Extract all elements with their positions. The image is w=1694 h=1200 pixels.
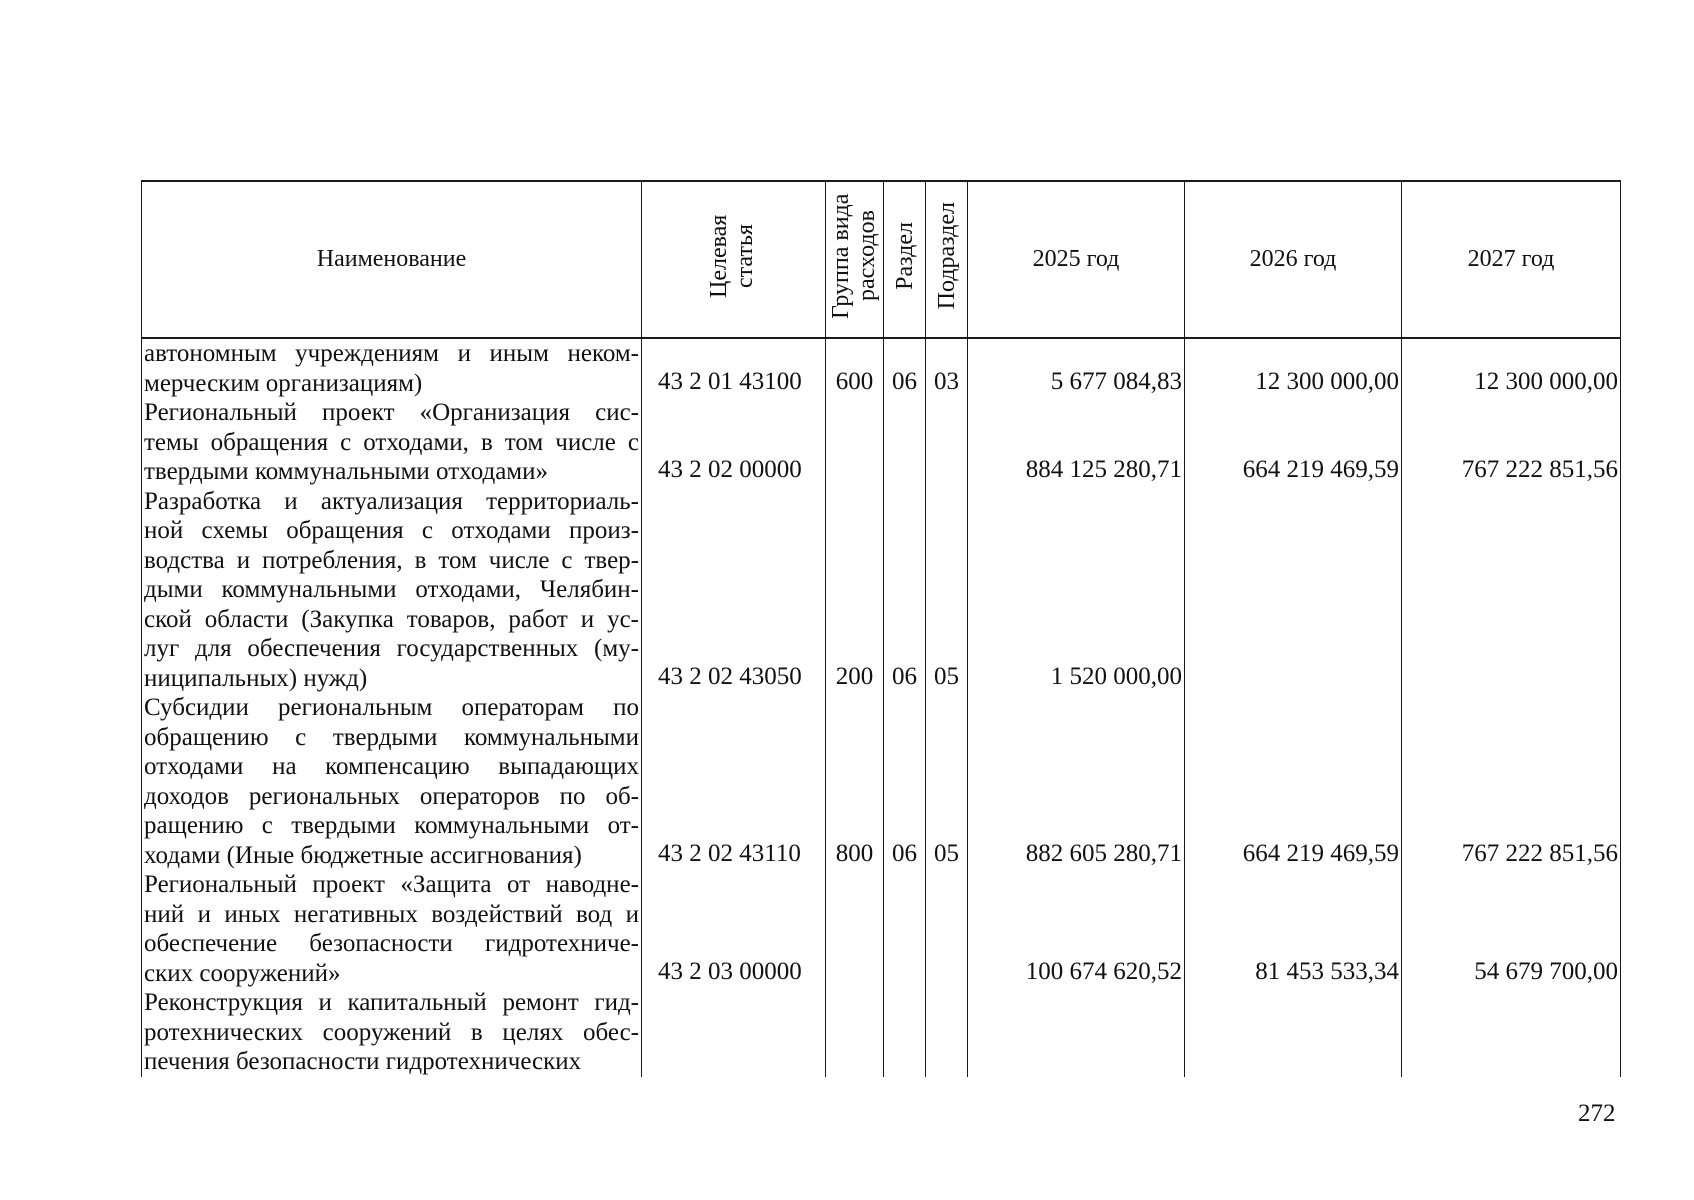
row-amount-2026 — [1185, 988, 1402, 1077]
row-name-line: ротехнических сооружений в целях обес- — [144, 1018, 639, 1046]
row-target-article: 43 2 02 43110 — [642, 693, 826, 870]
row-name-line: водства и потребления, в том числе с твер- — [144, 546, 639, 574]
row-expense-group: 600 — [826, 338, 884, 398]
table-row — [142, 693, 1621, 870]
row-amount-2027: 12 300 000,00 — [1402, 338, 1621, 398]
page-number: 272 — [1578, 1100, 1616, 1127]
row-amount-2025 — [968, 988, 1185, 1077]
row-name-line: печения безопасности гидротехнических — [144, 1048, 582, 1075]
row-section — [884, 988, 926, 1077]
row-name — [142, 988, 642, 1077]
row-amount-2025: 5 677 084,83 — [968, 338, 1185, 398]
row-amount-2027 — [1402, 487, 1621, 694]
row-amount-2026 — [1185, 487, 1402, 694]
row-subsection: 05 — [926, 487, 968, 694]
row-target-article: 43 2 02 00000 — [642, 398, 826, 487]
row-section: 06 — [884, 693, 926, 870]
row-name-line: Региональный проект «Организация сис- — [144, 399, 639, 426]
row-amount-2025: 884 125 280,71 — [968, 398, 1185, 487]
row-section: 06 — [884, 338, 926, 398]
row-amount-2027: 767 222 851,56 — [1402, 398, 1621, 487]
row-name-line: твердыми коммунальными отходами» — [144, 458, 548, 485]
row-section — [884, 870, 926, 988]
row-amount-2027: 767 222 851,56 — [1402, 693, 1621, 870]
row-amount-2026: 12 300 000,00 — [1185, 338, 1402, 398]
row-name-line: темы обращения с отходами, в том числе с — [144, 428, 639, 456]
row-amount-2025: 100 674 620,52 — [968, 870, 1185, 988]
row-name-line: Региональный проект «Защита от наводне- — [144, 871, 639, 898]
row-expense-group: 800 — [826, 693, 884, 870]
row-name-line: ских сооружений» — [144, 959, 341, 987]
row-name — [142, 398, 642, 487]
row-subsection — [926, 398, 968, 487]
row-name-line: ниципальных) нужд) — [144, 664, 368, 692]
header-subsection: Подраздел — [926, 181, 968, 338]
row-name-line: Реконструкция и капитальный ремонт гид- — [144, 989, 639, 1016]
table-row — [142, 988, 1621, 1077]
row-name — [142, 870, 642, 988]
row-amount-2025: 882 605 280,71 — [968, 693, 1185, 870]
row-name-line: ходами (Иные бюджетные ассигнования) — [144, 841, 582, 869]
row-name-line: доходов региональных операторов по об- — [144, 782, 639, 810]
row-target-article: 43 2 01 43100 — [642, 338, 826, 398]
row-name-line: отходами на компенсацию выпадающих — [144, 753, 639, 780]
row-name-line: Разработка и актуализация территориаль- — [144, 487, 639, 515]
budget-table — [141, 180, 1621, 1077]
header-year-2026: 2026 год — [1185, 181, 1402, 338]
row-subsection — [926, 870, 968, 988]
row-name-line: мерческим организациям) — [144, 369, 423, 397]
header-year-2027: 2027 год — [1402, 181, 1621, 338]
row-expense-group: 200 — [826, 487, 884, 694]
row-expense-group — [826, 398, 884, 487]
row-name-line: автономным учреждениям и иным неком- — [144, 340, 639, 367]
row-amount-2026: 664 219 469,59 — [1185, 398, 1402, 487]
row-expense-group — [826, 988, 884, 1077]
row-section — [884, 398, 926, 487]
row-expense-group — [826, 870, 884, 988]
row-name-line: дыми коммунальными отходами, Челябин- — [144, 576, 639, 603]
row-target-article: 43 2 03 00000 — [642, 870, 826, 988]
row-amount-2026: 81 453 533,34 — [1185, 870, 1402, 988]
row-subsection: 03 — [926, 338, 968, 398]
header-section: Раздел — [884, 181, 926, 338]
row-amount-2025: 1 520 000,00 — [968, 487, 1185, 694]
table-row — [142, 870, 1621, 988]
row-name — [142, 487, 642, 694]
row-name-line: ращению с твердыми коммунальными от- — [144, 812, 639, 839]
header-expense-group: Группа вида расходов — [826, 181, 884, 338]
table-body — [142, 338, 1621, 1077]
row-name-line: обеспечение безопасности гидротехниче- — [144, 930, 639, 957]
row-name — [142, 338, 642, 398]
row-name-line: ской области (Закупка товаров, работ и ус- — [144, 605, 639, 633]
row-subsection — [926, 988, 968, 1077]
row-target-article — [642, 988, 826, 1077]
header-name: Наименование — [142, 181, 642, 338]
row-name — [142, 693, 642, 870]
row-amount-2027: 54 679 700,00 — [1402, 870, 1621, 988]
row-target-article: 43 2 02 43050 — [642, 487, 826, 694]
header-target-article: Целевая статья — [642, 181, 826, 338]
header-year-2025: 2025 год — [968, 181, 1185, 338]
row-name-line: обращению с твердыми коммунальными — [144, 723, 639, 751]
row-amount-2027 — [1402, 988, 1621, 1077]
table-row — [142, 398, 1621, 487]
table-header-row — [142, 181, 1621, 338]
row-section: 06 — [884, 487, 926, 694]
row-name-line: ний и иных негативных воздействий вод и — [144, 900, 639, 928]
row-name-line: Субсидии региональным операторам по — [144, 694, 639, 721]
row-name-line: луг для обеспечения государственных (му- — [144, 635, 639, 662]
table-row — [142, 338, 1621, 398]
row-subsection: 05 — [926, 693, 968, 870]
table-row — [142, 487, 1621, 694]
row-name-line: ной схемы обращения с отходами произ- — [144, 517, 639, 544]
row-amount-2026: 664 219 469,59 — [1185, 693, 1402, 870]
